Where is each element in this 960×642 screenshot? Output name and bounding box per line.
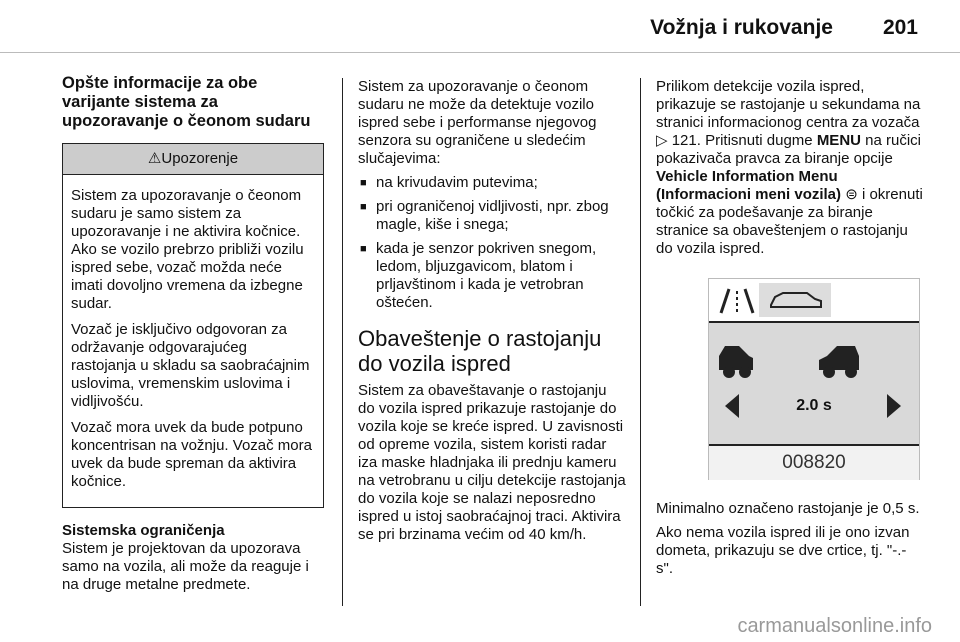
menu-button-label: MENU: [816, 132, 861, 149]
column-2: [358, 78, 626, 550]
section-title: Vožnja i rukovanje: [650, 16, 833, 39]
warning-box: [62, 143, 324, 508]
odometer-readout: 008820: [709, 444, 919, 480]
warning-paragraph: Sistem za upozoravanje o čeonom sudaru je samo sistem za upozoravanje i ne aktivira kočnice. Ako se vozilo prebrzo približi vozilu ispred sebe, vozač možda neće imati dovoljno vremena da izbegne sudar.: [71, 187, 304, 312]
subheading: Sistemska ograničenja: [62, 522, 225, 539]
warning-body: [63, 175, 323, 507]
arrow-right-icon: [887, 394, 901, 418]
bullet-list: [358, 174, 626, 312]
page-header: [650, 16, 918, 40]
distance-display-illustration: [708, 278, 920, 480]
warning-header: [63, 144, 323, 175]
cars-icon: [709, 334, 919, 394]
text-run: i okrenuti točkić za podešavanje za biranje stranice sa obaveštenjem o rastojanju do vozila ispred.: [656, 186, 923, 257]
paragraph: Sistem za obaveštavanje o rastojanju do vozila ispred prikazuje rastojanje do vozila koje se kreće ispred. U zavisnosti od opreme vozila, sistem koristi radar iza maske hladnjaka ili prednju kameru na vetrobranu u cilju detekcije rastojanja do vozila koje se nalazi neposredno ispred u istoj saobraćajnoj traci. Aktivira se pri brzinama većim od 40 km/h.: [358, 382, 626, 543]
column-3: [656, 78, 924, 584]
text-run: na ručici pokazivača pravca za biranje opcije: [656, 132, 922, 167]
warning-title: Upozorenje: [161, 150, 239, 167]
page-ref-icon: ▷: [656, 132, 668, 149]
lane-car-icons: [709, 279, 919, 321]
header-rule: [0, 52, 960, 53]
warning-paragraph: Vozač je isključivo odgovoran za održavanje odgovarajućeg rastojanja u skladu sa saobraćajnim uslovima, vremenskim uslovima i vidljivošću.: [71, 321, 310, 410]
vim-label: Vehicle Information Menu (Informacioni meni vozila): [656, 168, 842, 203]
distance-readout: 2.0 s: [796, 397, 832, 414]
car-icon: ⊜: [845, 186, 858, 203]
list-item: ■ pri ograničenoj vidljivosti, npr. zbog magle, kiše i snega;: [358, 198, 626, 234]
paragraph: Sistem je projektovan da upozorava samo na vozila, ali može da reaguje i na druge metalne predmete.: [62, 540, 309, 593]
paragraph: Sistem za upozoravanje o čeonom sudaru ne može da detektuje vozilo ispred sebe i performanse njegovog senzora su ograničene u sledećim slučajevima:: [358, 78, 597, 167]
column-divider: [640, 78, 641, 606]
section-heading: Obaveštenje o rastojanju do vozila ispred: [358, 326, 602, 376]
watermark: carmanualsonline.info: [737, 615, 932, 637]
text-run: Prilikom detekcije vozila ispred, prikazuje se rastojanje u sekundama na stranici informacionog centra za vozača: [656, 78, 921, 131]
list-item: ■ na krivudavim putevima;: [358, 174, 626, 192]
column-1: [62, 74, 324, 600]
column-divider: [342, 78, 343, 606]
paragraph: [656, 78, 924, 258]
paragraph: Ako nema vozila ispred ili je ono izvan dometa, prikazuju se dve crtice, tj. "-.- s".: [656, 524, 910, 577]
section-heading: Opšte informacije za obe varijante sistema za upozoravanje o čeonom sudaru: [62, 74, 311, 130]
page-reference[interactable]: 121: [671, 132, 697, 149]
list-item: ■ kada je senzor pokriven snegom, ledom, bljuzgavicom, blatom i prljavštinom i kada je vetrobran oštećen.: [358, 240, 626, 312]
warning-icon: ⚠: [147, 150, 162, 167]
page-number: 201: [882, 16, 918, 39]
text-run: . Pritisnuti dugme: [696, 132, 817, 149]
paragraph: Minimalno označeno rastojanje je 0,5 s.: [656, 500, 920, 517]
warning-paragraph: Vozač mora uvek da bude potpuno koncentrisan na vožnju. Vozač mora uvek da bude spreman da aktivira kočnice.: [71, 419, 312, 490]
display-top-bar: [709, 279, 919, 323]
